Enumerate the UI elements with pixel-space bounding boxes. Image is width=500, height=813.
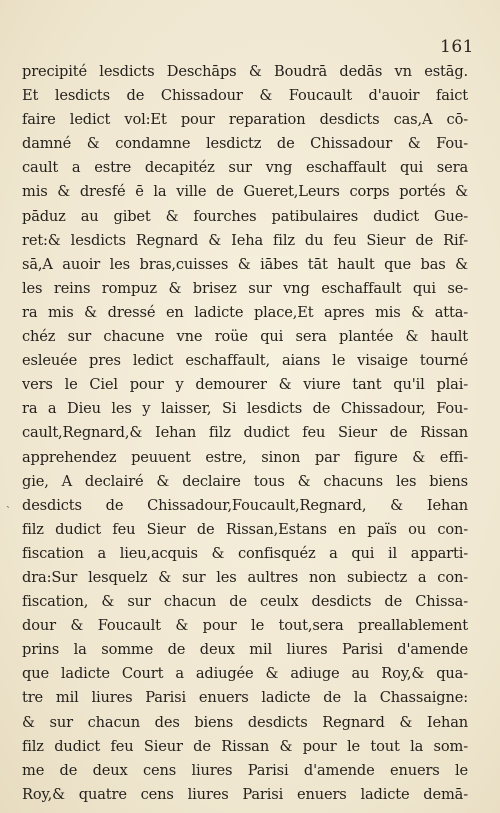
text-line: tre mil liures Parisi enuers ladicte de la Chassaigne: <box>22 689 468 707</box>
text-line: filz dudict feu Sieur de Rissan,Estans en païs ou con- <box>22 520 469 538</box>
text-line: que ladicte Court a adiugée & adiuge au Roy,& qua- <box>22 665 468 683</box>
text-line: prins la somme de deux mil liures Parisi d'amende <box>22 641 468 659</box>
text-line: cault a estre decapitéz sur vng eschaffault qui sera <box>22 159 469 177</box>
text-line: fiscation, & sur chacun de ceulx desdicts de Chissa- <box>22 593 468 611</box>
text-line: mis & dresfé ē la ville de Gueret,Leurs corps portés & <box>22 183 468 201</box>
text-line: desdicts de Chissadour,Foucault,Regnard, & Iehan <box>22 496 468 514</box>
text-line: me de deux cens liures Parisi d'amende enuers le <box>22 761 468 779</box>
text-line: Roy,& quatre cens liures Parisi enuers ladicte demā- <box>22 785 468 803</box>
margin-mark: ˴ <box>6 498 10 512</box>
text-line: Et lesdicts de Chissadour & Foucault d'auoir faict <box>22 87 468 105</box>
text-line: sā,A auoir les bras,cuisses & iābes tāt hault que bas & <box>22 255 469 273</box>
text-line: ra mis & dressé en ladicte place,Et apres mis & atta- <box>22 303 469 321</box>
text-line: les reins rompuz & brisez sur vng eschaffault qui se- <box>22 279 469 297</box>
text-line: precipité lesdicts Deschāps & Boudrā dedās vn estāg. <box>22 63 469 80</box>
text-line: ret:& lesdicts Regnard & Ieha filz du feu Sieur de Rif- <box>22 231 468 249</box>
text-line: damné & condamne lesdictz de Chissadour & Fou- <box>22 135 469 153</box>
text-line: faire ledict vol:Et pour reparation desdicts cas,A cō- <box>22 111 468 129</box>
text-line: esleuée pres ledict eschaffault, aians le visaige tourné <box>22 352 469 370</box>
text-line: apprehendez peuuent estre, sinon par figure & effi- <box>22 448 468 466</box>
text-line: chéz sur chacune vne roüe qui sera plantée & hault <box>22 328 469 346</box>
text-line: cault,Regnard,& Iehan filz dudict feu Sieur de Rissan <box>22 424 469 442</box>
text-line: dour & Foucault & pour le tout,sera preallablement <box>22 617 469 635</box>
text-line: gie, A declairé & declaire tous & chacuns les biens <box>22 472 468 490</box>
text-line: vers le Ciel pour y demourer & viure tant qu'il plai- <box>22 376 469 394</box>
text-line: & sur chacun des biens desdicts Regnard & Iehan <box>22 713 468 731</box>
text-line: ra a Dieu les y laisser, Si lesdicts de Chissadour, Fou- <box>22 400 469 418</box>
page-number: 161 <box>440 37 474 57</box>
text-line: pāduz au gibet & fourches patibulaires dudict Gue- <box>22 207 469 225</box>
text-line: filz dudict feu Sieur de Rissan & pour le tout la som- <box>22 737 468 755</box>
text-line: dra:Sur lesquelz & sur les aultres non subiectz a con- <box>22 568 468 586</box>
text-line: fiscation a lieu,acquis & confisquéz a qui il apparti- <box>22 544 469 562</box>
body-text <box>22 60 468 807</box>
